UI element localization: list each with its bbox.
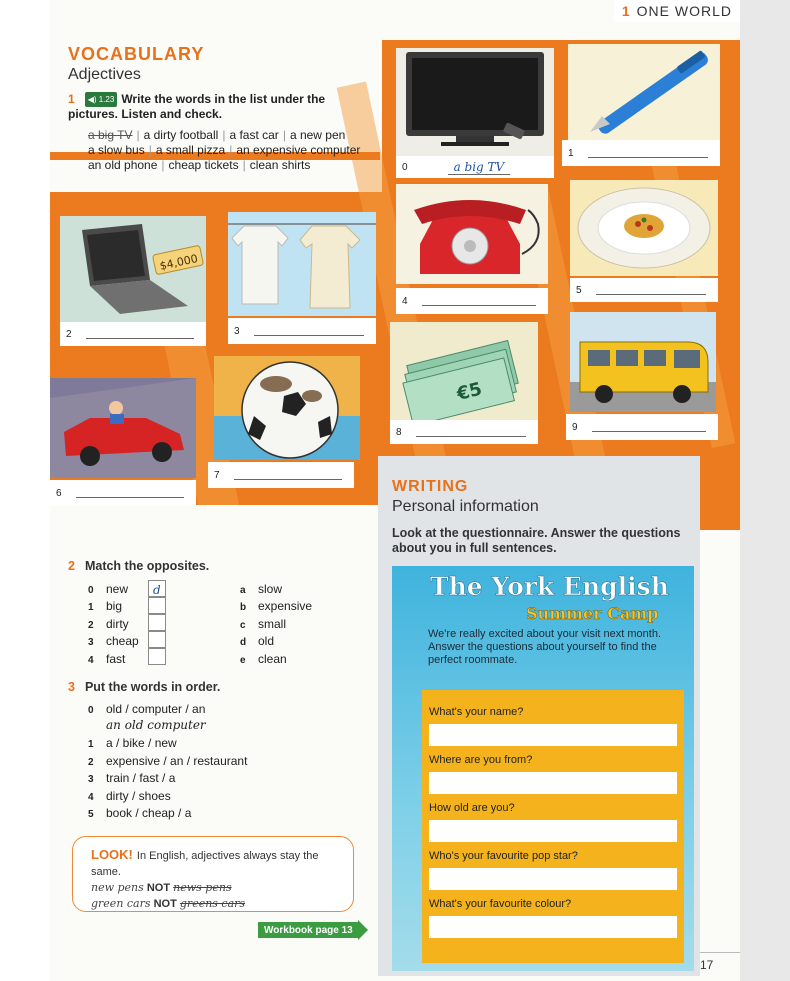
football-icon — [214, 356, 360, 460]
picture-label-1: 1 — [562, 140, 720, 166]
bus-icon — [570, 312, 716, 412]
answer-field[interactable] — [592, 431, 706, 432]
vocabulary-heading: VOCABULARY — [68, 44, 205, 64]
unit-title: ONE WORLD — [636, 3, 732, 19]
phone-icon — [396, 184, 548, 284]
match-right-item: d old — [240, 634, 275, 648]
picture-label-4: 4 — [396, 288, 548, 314]
word-item: an expensive computer — [236, 143, 361, 157]
match-left-item: 0 new — [88, 582, 129, 596]
exercise-1-instruction: 1 ◀) 1.23 Write the words in the list under the pictures. Listen and check. — [68, 92, 326, 121]
picture-label-9: 9 — [566, 414, 718, 440]
tv-icon — [396, 48, 554, 156]
picture-label-8: 8 — [390, 420, 538, 444]
order-answer[interactable]: an old computer — [106, 718, 206, 732]
order-item: 4 dirty / shoes — [88, 789, 171, 803]
answer-field[interactable] — [596, 294, 706, 295]
answer-colour-field[interactable] — [429, 916, 677, 938]
match-right-item: e clean — [240, 652, 287, 666]
question-label: Who's your favourite pop star? — [429, 850, 578, 862]
pizza-icon — [570, 180, 718, 276]
answer-name-field[interactable] — [429, 724, 677, 746]
word-item: cheap tickets — [168, 158, 239, 172]
ticket-price-text: €5 — [454, 378, 485, 405]
answer-field[interactable] — [234, 479, 342, 480]
questionnaire-intro: We're really excited about your visit next month. Answer the questions about yourself to find the perfect roommate. — [428, 628, 662, 666]
tickets-icon — [390, 322, 538, 420]
match-answer-box[interactable] — [148, 648, 166, 665]
word-item: a new pen — [289, 128, 346, 142]
picture-tickets — [390, 322, 538, 420]
page-number: 17 — [700, 958, 714, 972]
picture-shirts — [228, 212, 376, 316]
match-answer-box[interactable] — [148, 631, 166, 648]
picture-label-7: 7 — [208, 462, 354, 488]
order-item: 5 book / cheap / a — [88, 806, 192, 820]
page-number-rule — [700, 952, 740, 953]
workbook-link[interactable]: Workbook page 13 — [258, 922, 358, 938]
picture-label-2: 2 — [60, 322, 206, 346]
look-box: LOOK! In English, adjectives always stay the same. new pens NOT news pens green cars NOT greens cars — [72, 836, 354, 912]
word-item: a small pizza — [155, 143, 226, 157]
look-title: LOOK! — [91, 847, 133, 862]
unit-header — [614, 0, 740, 22]
match-answer-box[interactable] — [148, 614, 166, 631]
word-item: a big TV — [88, 128, 133, 142]
picture-label-6: 6 — [50, 480, 196, 506]
picture-label-0: 0 a big TV — [396, 156, 554, 178]
car-icon — [50, 378, 196, 478]
pen-icon — [568, 44, 720, 140]
order-item: 1 a / bike / new — [88, 736, 177, 750]
match-right-item: b expensive — [240, 599, 313, 613]
match-left-item: 4 fast — [88, 652, 126, 666]
writing-subheading: Personal information — [392, 498, 539, 515]
picture-pen — [568, 44, 720, 140]
match-left-item: 3 cheap — [88, 634, 139, 648]
answer-field[interactable] — [416, 436, 526, 437]
questionnaire-title: The York English — [430, 572, 669, 601]
questionnaire — [392, 566, 694, 971]
answer-field[interactable] — [76, 497, 184, 498]
exercise-number: 1 — [68, 92, 75, 106]
picture-label-5: 5 — [570, 278, 718, 302]
match-left-item: 1 big — [88, 599, 123, 613]
audio-icon[interactable]: ◀) 1.23 — [85, 92, 118, 107]
answer-pop-star-field[interactable] — [429, 868, 677, 890]
order-item: 3 train / fast / a — [88, 771, 176, 785]
picture-pizza — [570, 180, 718, 276]
order-item: 0 old / computer / an — [88, 702, 206, 716]
answer-from-field[interactable] — [429, 772, 677, 794]
price-tag-text: $4,000 — [158, 252, 199, 273]
answer-field[interactable] — [588, 157, 708, 158]
picture-tv — [396, 48, 554, 156]
laptop-icon — [60, 216, 206, 322]
match-answer-box[interactable]: d — [148, 580, 166, 597]
picture-label-3: 3 — [228, 318, 376, 344]
vocabulary-subheading: Adjectives — [68, 66, 141, 83]
exercise-3-instruction: 3 Put the words in order. — [68, 680, 221, 694]
match-answer-box[interactable] — [148, 597, 166, 614]
word-item: a fast car — [229, 128, 279, 142]
unit-number: 1 — [621, 3, 631, 19]
picture-football — [214, 356, 360, 460]
question-label: What's your name? — [429, 706, 524, 718]
picture-bus — [570, 312, 716, 412]
exercise-2-instruction: 2 Match the opposites. — [68, 559, 210, 573]
answer-field[interactable]: a big TV — [448, 160, 511, 175]
answer-field[interactable] — [86, 338, 194, 339]
word-item: a dirty football — [143, 128, 219, 142]
writing-instruction: Look at the questionnaire. Answer the questions about you in full sentences. — [392, 526, 681, 555]
shirts-icon — [228, 212, 376, 316]
question-label: What's your favourite colour? — [429, 898, 572, 910]
question-label: Where are you from? — [429, 754, 533, 766]
order-item: 2 expensive / an / restaurant — [88, 754, 248, 768]
picture-phone — [396, 184, 548, 284]
answer-age-field[interactable] — [429, 820, 677, 842]
question-label: How old are you? — [429, 802, 515, 814]
look-text: In English, adjectives always stay the same. — [91, 850, 319, 878]
match-left-item: 2 dirty — [88, 617, 129, 631]
picture-laptop — [60, 216, 206, 322]
answer-field[interactable] — [422, 305, 536, 306]
questions-panel — [422, 690, 684, 963]
word-list: a big TV | a dirty football | a fast car | a new pen a slow bus | a small pizza | an expensive computer an old phone | cheap tickets | clean shirts — [88, 128, 361, 172]
spacer — [50, 505, 380, 530]
word-item: clean shirts — [249, 158, 311, 172]
match-right-item: a slow — [240, 582, 283, 596]
writing-heading: WRITING — [392, 478, 469, 495]
page-edge — [740, 0, 790, 981]
answer-field[interactable] — [254, 335, 364, 336]
match-right-item: c small — [240, 617, 287, 631]
word-item: a slow bus — [88, 143, 145, 157]
questionnaire-subtitle: Summer Camp — [526, 604, 659, 623]
picture-car — [50, 378, 196, 478]
word-item: an old phone — [88, 158, 158, 172]
